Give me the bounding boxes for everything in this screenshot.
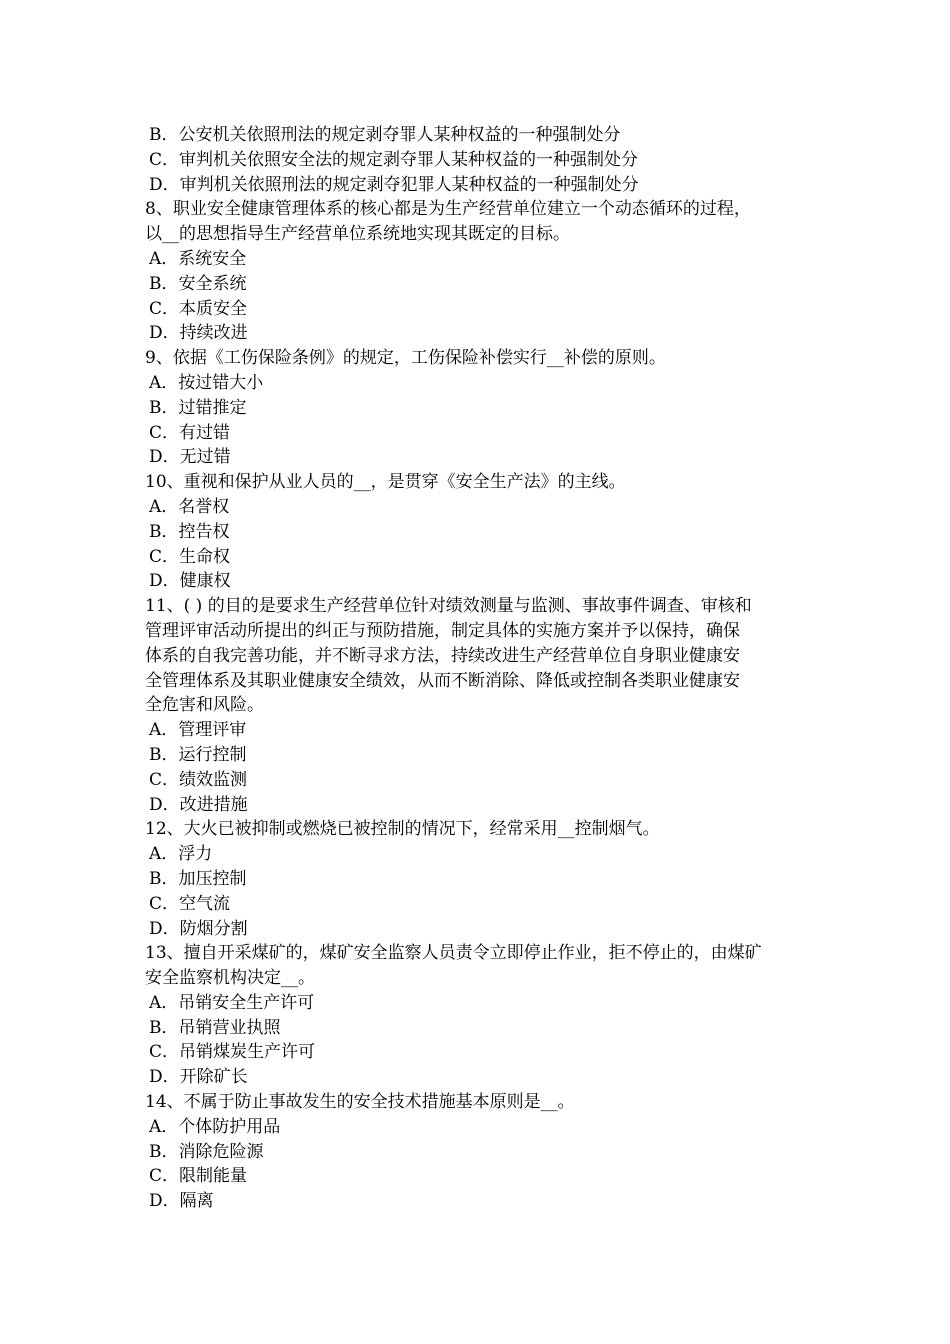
option-a: A．按过错大小 [149,372,264,393]
option: B．公安机关依照刑法的规定剥夺罪人某种权益的一种强制处分 [149,125,621,145]
option-a: A．系统安全 [149,248,247,269]
option-d: D．防烟分割 [149,918,248,939]
option-c: C．吊销煤炭生产许可 [149,1042,316,1063]
option-b: B．加压控制 [149,868,247,889]
question-text: 管理评审活动所提出的纠正与预防措施，制定具体的实施方案并予以保持，确保 [145,620,740,641]
option-b: B．吊销营业执照 [149,1017,281,1038]
option-a: A．浮力 [149,844,213,865]
option-d: D．健康权 [149,571,231,592]
question-11 [145,594,825,817]
question-8 [145,197,825,346]
question-text: 以__的思想指导生产经营单位系统地实现其既定的目标。 [145,224,570,245]
question-text: 9、依据《工伤保险条例》的规定，工伤保险补偿实行__补偿的原则。 [145,348,666,369]
option-c: C．限制能量 [149,1166,248,1187]
question-10 [145,470,825,594]
option-c: C．绩效监测 [149,769,248,790]
question-text: 8、职业安全健康管理体系的核心都是为生产经营单位建立一个动态循环的过程， [145,199,751,220]
option: D．审判机关依照刑法的规定剥夺犯罪人某种权益的一种强制处分 [149,174,639,195]
option-a: A．个体防护用品 [149,1116,281,1137]
option-d: D．改进措施 [149,794,248,815]
question-9 [145,346,825,470]
option-d: D．隔离 [149,1191,214,1212]
question-text: 14、不属于防止事故发生的安全技术措施基本原则是__。 [145,1092,575,1113]
question-text: 安全监察机构决定__。 [145,968,315,989]
option-a: A．吊销安全生产许可 [149,992,315,1013]
option-c: C．生命权 [149,546,231,567]
option-d: D．无过错 [149,447,231,468]
question-13 [145,941,825,1090]
question-text: 13、擅自开采煤矿的，煤矿安全监察人员责令立即停止作业，拒不停止的，由煤矿 [145,943,762,964]
option-c: C．空气流 [149,893,231,914]
question-text: 11、( ) 的目的是要求生产经营单位针对绩效测量与监测、事故事件调查、审核和 [145,596,752,617]
leading-options [145,123,825,197]
option-b: B．过错推定 [149,397,247,418]
question-text: 全危害和风险。 [145,695,264,716]
question-text: 体系的自我完善功能，并不断寻求方法，持续改进生产经营单位自身职业健康安 [145,645,740,666]
option-b: B．安全系统 [149,273,247,294]
option: C．审判机关依照安全法的规定剥夺罪人某种权益的一种强制处分 [149,149,639,170]
question-text: 10、重视和保护从业人员的__，是贯穿《安全生产法》的主线。 [145,472,626,493]
option-b: B．运行控制 [149,744,247,765]
option-b: B．消除危险源 [149,1141,264,1162]
option-d: D．开除矿长 [149,1067,248,1088]
question-text: 全管理体系及其职业健康安全绩效，从而不断消除、降低或控制各类职业健康安 [145,670,740,691]
option-c: C．本质安全 [149,298,248,319]
question-14 [145,1090,825,1214]
option-c: C．有过错 [149,422,231,443]
document-page [145,123,825,1214]
option-a: A．管理评审 [149,720,247,741]
option-d: D．持续改进 [149,323,248,344]
option-a: A．名誉权 [149,496,230,517]
question-text: 12、大火已被抑制或燃烧已被控制的情况下，经常采用__控制烟气。 [145,819,660,840]
question-12 [145,817,825,941]
option-b: B．控告权 [149,521,230,542]
